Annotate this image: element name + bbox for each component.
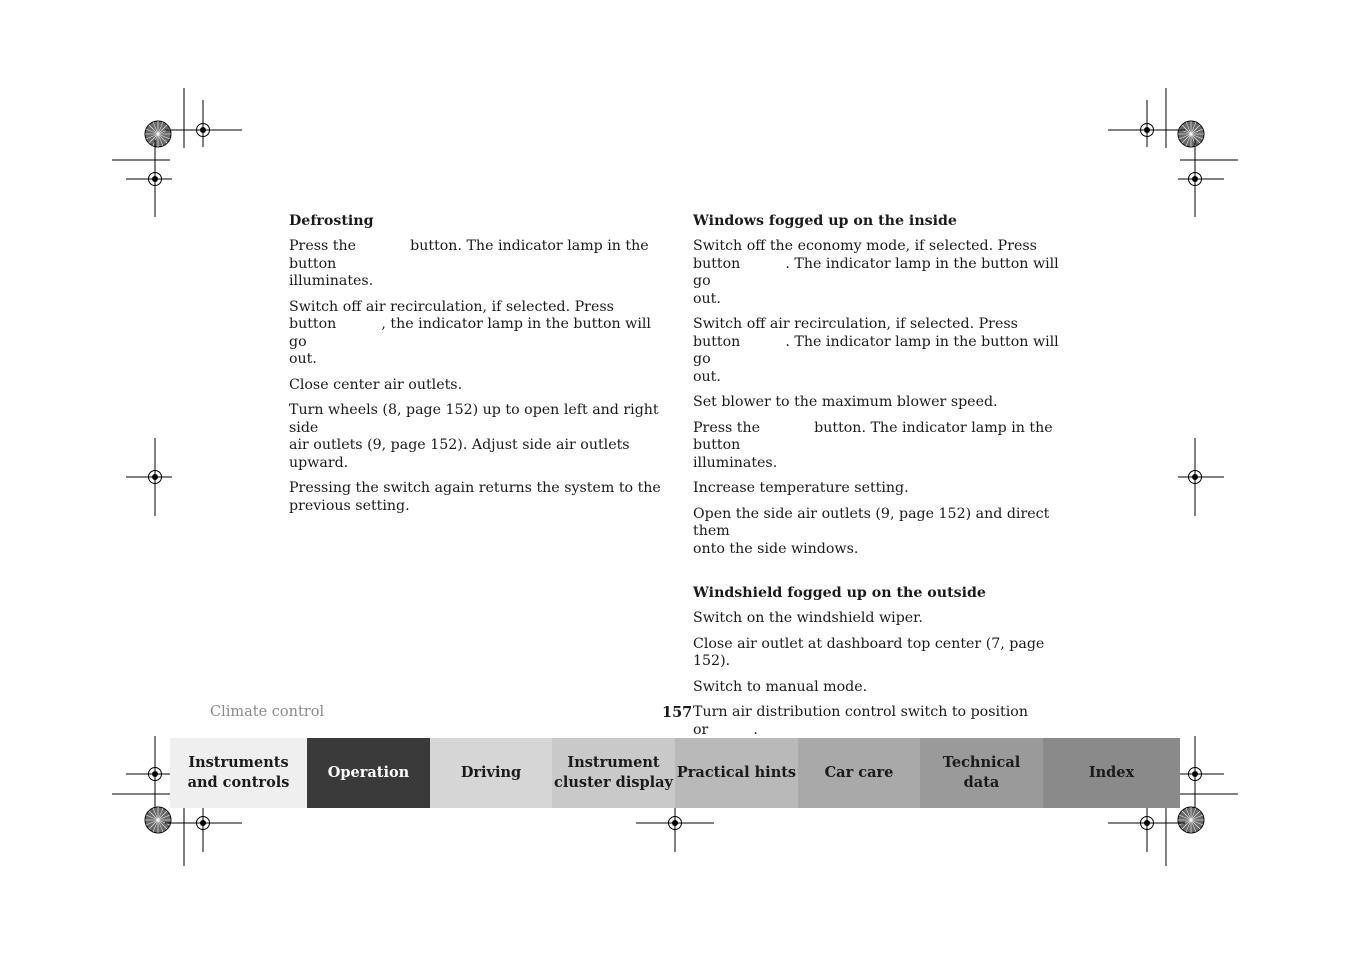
text-line: Turn wheels (8, page 152) up to open left and right side [289,402,659,436]
paragraph [693,636,1065,671]
text-line: Switch off air recirculation, if selected. Press [693,316,1018,332]
paragraph [289,238,661,291]
paragraph [693,420,1065,473]
tab-label: Car care [824,764,894,781]
tab-label: Instrument [567,754,660,771]
paragraph [289,377,661,395]
text-line: Set blower to the maximum blower speed. [693,394,998,410]
text-line: air outlets (9, page 152). Adjust side air outlets upward. [289,437,630,471]
tab-technical-data[interactable] [920,738,1043,808]
tab-operation[interactable] [307,738,430,808]
paragraph [693,394,1065,412]
paragraph [693,506,1065,559]
text-line: Pressing the switch again returns the system to the [289,480,661,496]
text-line: Turn air distribution control switch to position [693,704,1028,720]
text-line: Close center air outlets. [289,376,463,393]
text-line: Switch to manual mode. [693,678,868,695]
text-line: Press the button. The indicator lamp in the button [693,419,1053,453]
tab-car-care[interactable] [798,738,920,808]
tab-instruments-and-controls[interactable] [170,738,307,808]
section-heading-defrosting: Defrosting [289,213,374,229]
paragraph [693,704,1065,739]
text-line: Open the side air outlets (9, page 152) and direct them [693,505,1050,539]
text-line: Switch off the economy mode, if selected. Press [693,238,1037,254]
tab-label: Practical hints [676,764,797,781]
text-line: Switch off air recirculation, if selected. Press [289,298,614,315]
paragraph [289,299,661,369]
tab-label: data [963,774,1000,791]
text-line: out. [693,290,721,307]
tab-label: and controls [187,774,290,791]
paragraph [693,238,1065,308]
paragraph [693,480,1065,498]
tab-label: cluster display [554,774,673,791]
tab-instrument-cluster-display[interactable] [552,738,675,808]
text-line: illuminates. [693,454,778,471]
paragraph [289,480,661,515]
paragraph [693,316,1065,386]
text-line: button . The indicator lamp in the button will go [693,333,1059,367]
tab-label: Instruments [188,754,289,771]
section-title: Climate control [210,704,325,720]
paragraph [693,610,1065,628]
tab-label: Technical [942,754,1021,771]
paragraph [693,679,1065,697]
right-column [693,212,1065,747]
text-line: button . The indicator lamp in the button will go [693,255,1059,289]
left-column [289,212,661,523]
text-line: onto the side windows. [693,540,859,557]
page-number: 157 [662,704,693,721]
text-line: Close air outlet at dashboard top center (7, page 152). [693,635,1045,669]
chapter-tabs [170,738,1180,808]
tab-driving[interactable] [430,738,552,808]
text-line: previous setting. [289,497,410,514]
tab-label: Driving [460,764,522,781]
text-line: out. [693,368,721,385]
text-line: out. [289,351,317,367]
tab-label: Operation [327,764,410,781]
tab-label: Index [1088,764,1135,781]
text-line: Increase temperature setting. [693,480,909,496]
text-line: Press the button. The indicator lamp in the button [289,238,649,272]
text-line: or . [693,721,758,738]
section-heading-windows-fogged-inside: Windows fogged up on the inside [693,213,957,229]
tab-practical-hints[interactable] [675,738,798,808]
section-heading-windshield-fogged-outside: Windshield fogged up on the outside [693,585,986,601]
tab-index[interactable] [1043,738,1180,808]
text-line: button , the indicator lamp in the button will go [289,316,651,350]
paragraph [289,402,661,472]
text-line: Switch on the windshield wiper. [693,610,923,626]
text-line: illuminates. [289,273,374,289]
